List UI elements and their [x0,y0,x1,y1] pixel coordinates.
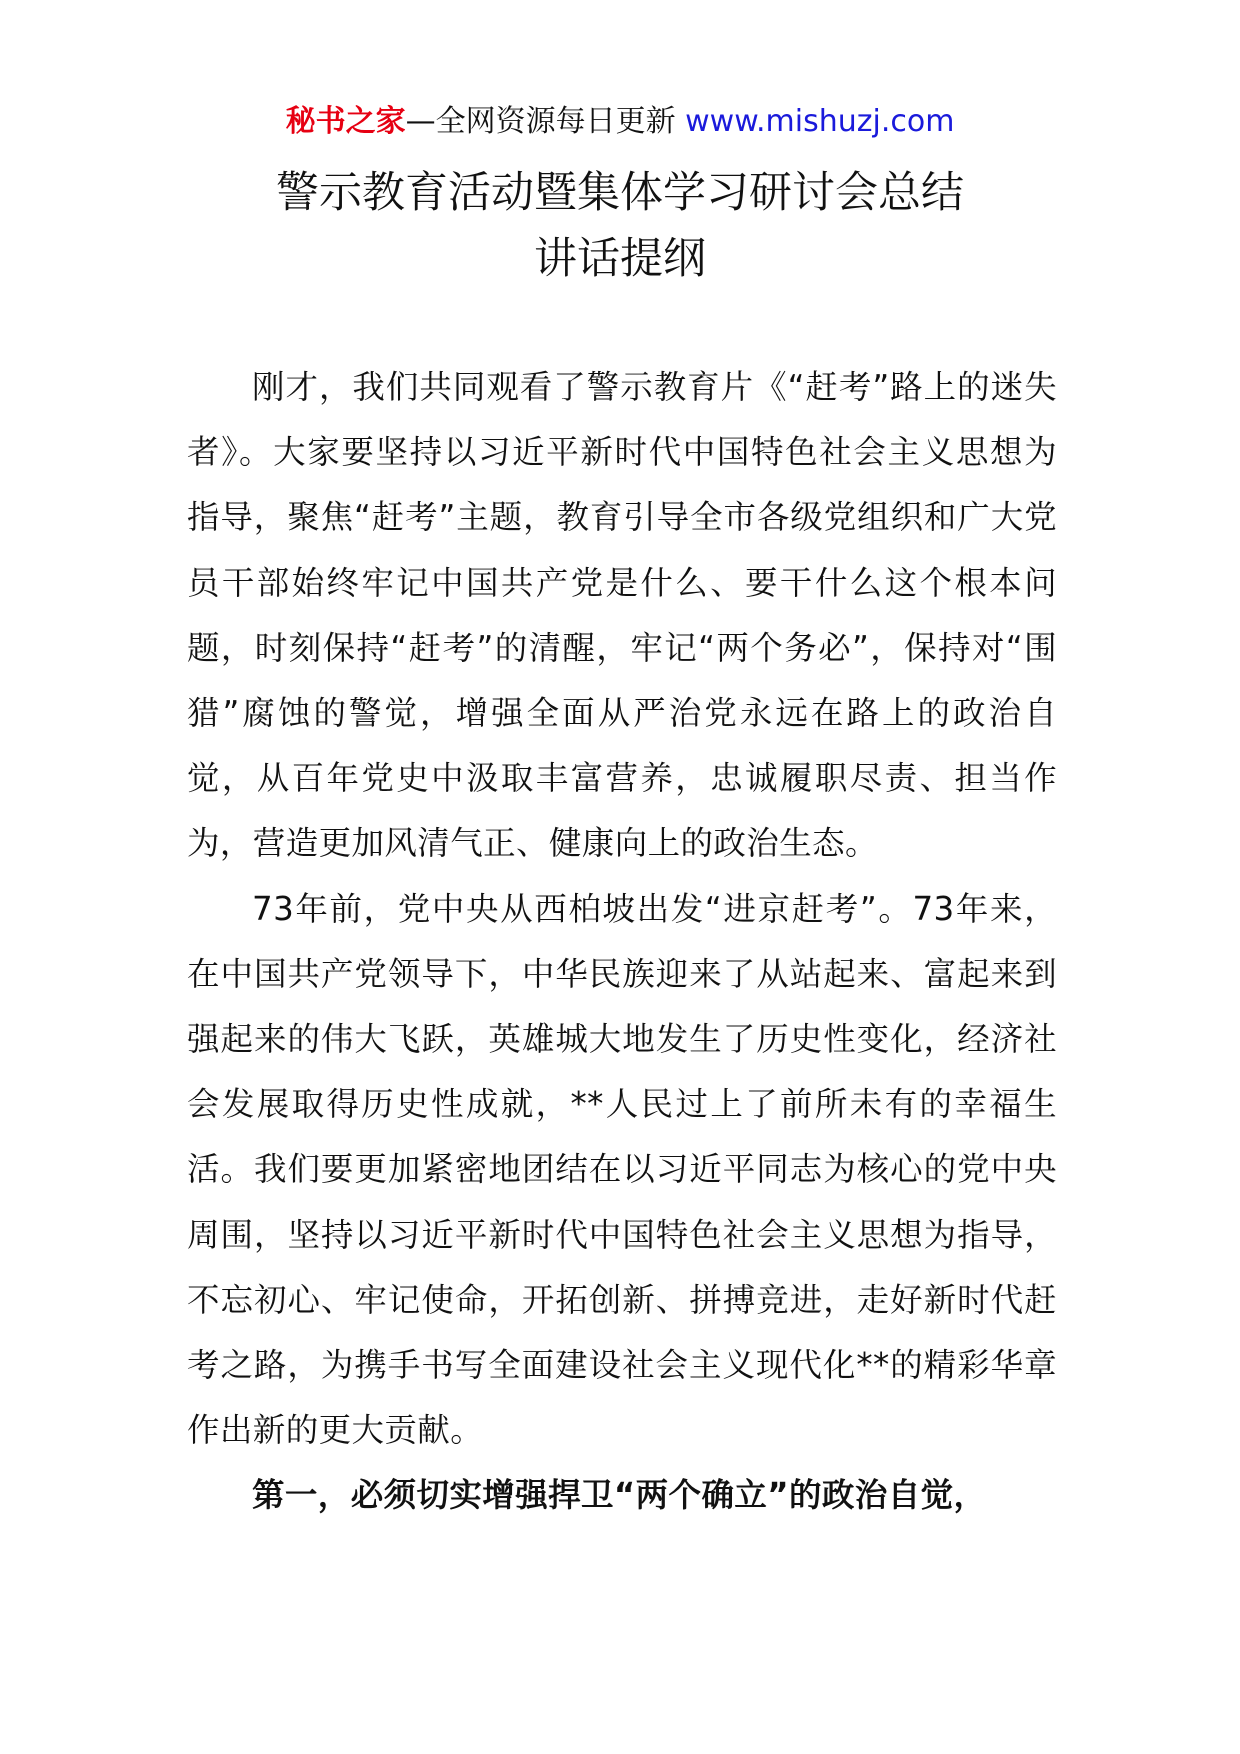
site-url-link[interactable]: www.mishuzj.com [685,104,955,139]
header-tagline: —全网资源每日更新 [405,104,686,139]
watermark-header [0,100,1240,144]
brand-name: 秘书之家 [285,104,406,139]
paragraph-history: 73年前，党中央从西柏坡出发“进京赶考”。73年来，在中国共产党领导下，中华民族迎来了从站起来、富起来到强起来的伟大飞跃，英雄城大地发生了历史性变化，经济社会发展取得历史性成就，**人民过上了前所未有的幸福生活。我们要更加紧密地团结在以习近平同志为核心的党中央周围，坚持以习近平新时代中国特色社会主义思想为指导，不忘初心、牢记使命，开拓创新、拼搏竞进，走好新时代赶考之路，为携手书写全面建设社会主义现代化**的精彩华章作出新的更大贡献。 [187,889,1057,1450]
section-heading-first: 第一，必须切实增强捍卫“两个确立”的政治自觉， [252,1476,987,1515]
paragraph-intro: 刚才，我们共同观看了警示教育片《“赶考”路上的迷失者》。大家要坚持以习近平新时代中国特色社会主义思想为指导，聚焦“赶考”主题，教育引导全市各级党组织和广大党员干部始终牢记中国共产党是什么、要干什么这个根本问题，时刻保持“赶考”的清醒，牢记“两个务必”，保持对“围猎”腐蚀的警觉，增强全面从严治党永远在路上的政治自觉，从百年党史中汲取丰富营养，忠诚履职尽责、担当作为，营造更加风清气正、健康向上的政治生态。 [187,368,1057,863]
title-line-1: 警示教育活动暨集体学习研讨会总结 [276,168,964,218]
document-title [0,160,1240,292]
document-body [187,355,1057,1529]
title-line-2: 讲话提纲 [534,234,706,284]
